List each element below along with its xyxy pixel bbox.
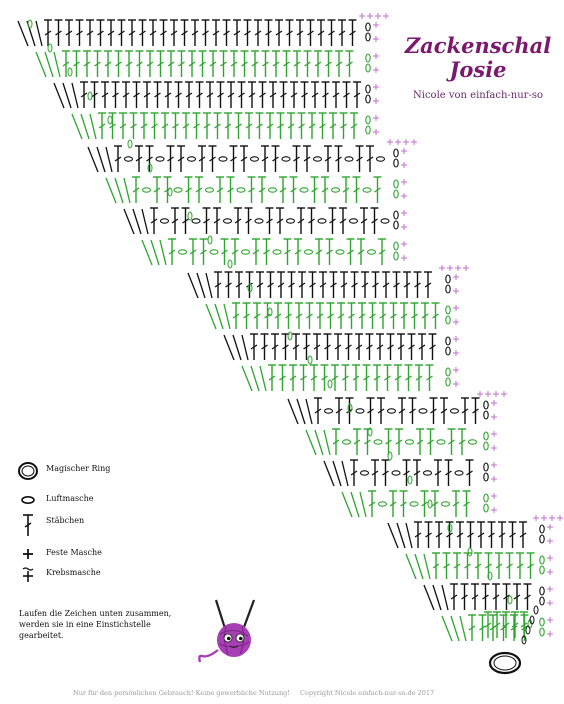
- stitch-row: [188, 265, 469, 298]
- stitch-row: [142, 239, 407, 265]
- pattern-author: Nicole von einfach-nur-so: [413, 90, 543, 101]
- magic-ring-icon: [16, 460, 42, 482]
- stitch-row: [324, 460, 497, 486]
- chart-block: [388, 515, 563, 641]
- stitch-row: [124, 208, 407, 234]
- stitch-row: [224, 334, 459, 360]
- stitch-row: [54, 82, 379, 108]
- legend-label: Luftmasche: [46, 494, 94, 503]
- stitch-row: [306, 429, 497, 455]
- chart-block: [288, 391, 507, 517]
- legend-crab-stitch: [16, 564, 186, 584]
- stitch-row: [424, 584, 553, 610]
- final-green-row: [484, 606, 538, 644]
- footer-copyright: Copyright Nicole einfach-nur-so.de 2017: [300, 689, 435, 697]
- legend-label: Krebsmasche: [46, 568, 101, 577]
- legend-label: Stäbchen: [46, 516, 85, 525]
- single-crochet-icon: [16, 544, 42, 564]
- stitch-row: [106, 177, 407, 203]
- crab-stitch-icon: [16, 564, 42, 586]
- stitch-row: [36, 51, 379, 77]
- legend-label: Magischer Ring: [46, 464, 111, 473]
- legend-magic-ring: [16, 460, 186, 480]
- magic-ring-inner: [494, 656, 516, 670]
- legend-label: Feste Masche: [46, 548, 102, 557]
- pattern-subtitle: Josie: [449, 57, 507, 82]
- legend-chain-stitch: [16, 490, 186, 510]
- pattern-title: Zackenschal: [404, 33, 552, 58]
- stitch-row: [388, 515, 563, 548]
- stitch-row: [242, 365, 459, 391]
- yarn-ball-icon: [196, 598, 268, 674]
- chart-block: [188, 265, 469, 391]
- footer-usage-note: Nur für den persönlichen Gebrauch! Keine gewerbliche Nutzung!: [73, 689, 290, 697]
- chart-block: [18, 13, 389, 139]
- chain-stitch-icon: [16, 490, 42, 510]
- instruction-note: Laufen die Zeichen unten zusammen, werden sie in eine Einstichstelle gearbeitet.: [19, 609, 172, 640]
- stitch-row: [206, 303, 459, 329]
- stitch-row: [342, 491, 497, 517]
- stitch-row: [406, 553, 553, 579]
- chart-block: [88, 139, 417, 265]
- stitch-row: [288, 391, 507, 424]
- stitch-row: [88, 139, 417, 172]
- legend-single-crochet: [16, 544, 186, 564]
- stitch-row: [18, 13, 389, 46]
- double-crochet-icon: [16, 512, 42, 538]
- legend-double-crochet: [16, 512, 186, 532]
- stitch-row: [72, 113, 379, 139]
